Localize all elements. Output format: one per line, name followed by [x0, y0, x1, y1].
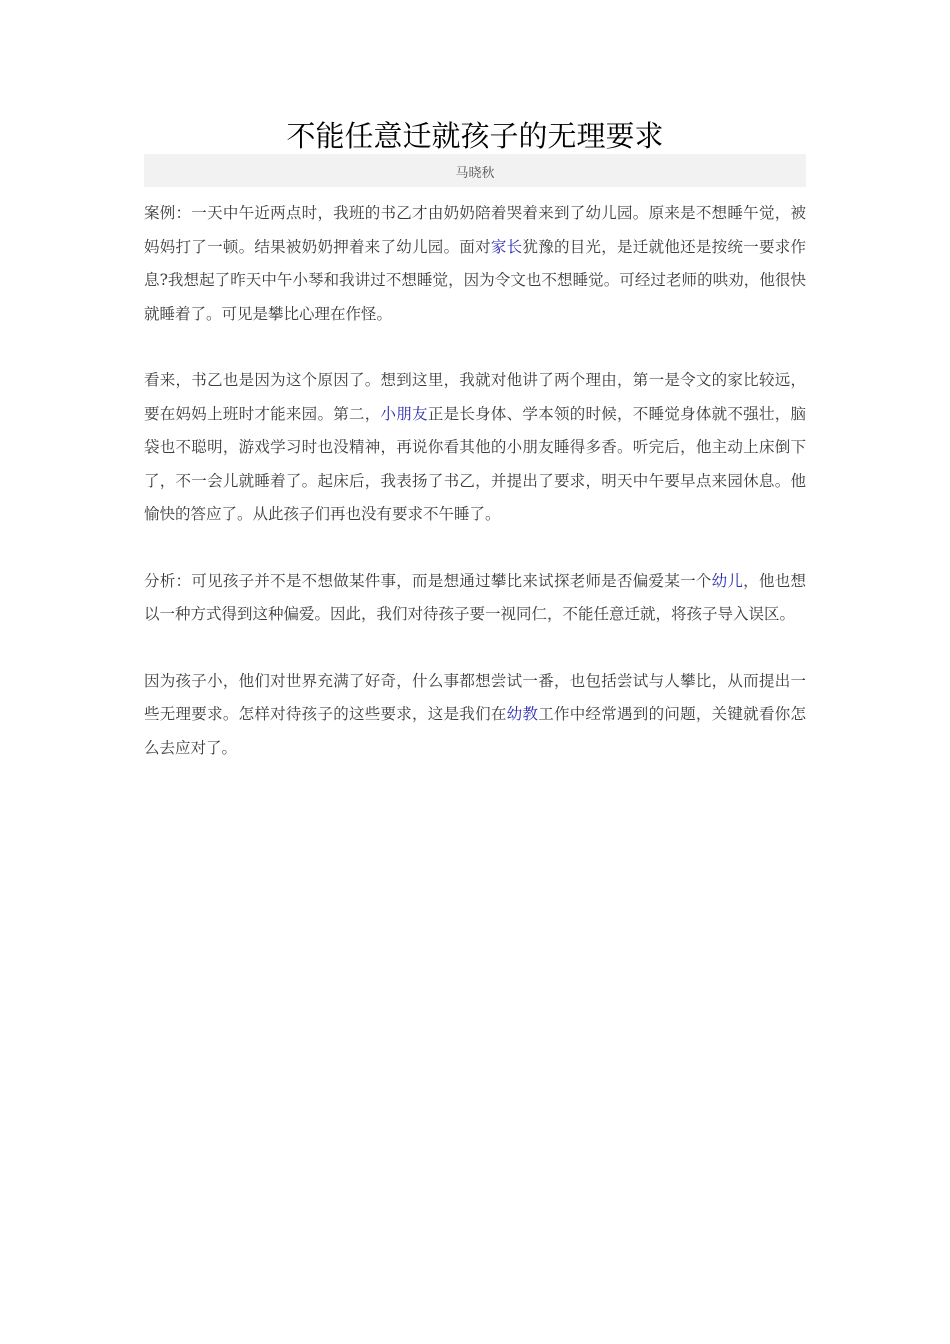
paragraph-text: 犹豫的目光，是迁就他还是按统一要求作息?我想起了昨天中午小琴和我讲过不想睡觉，因为令文也不想睡觉。可经过老师的哄劝，他很快就睡着了。可见是攀比心理在作怪。: [144, 237, 806, 323]
paragraph-text: 看来，书乙也是因为这个原因了。想到这里，我就对他讲了两个理由，第一是令文的家比较远，要在妈妈上班时才能来园。第二，: [144, 371, 806, 423]
paragraph-text: 分析：可见孩子并不是不想做某件事，而是想通过攀比来试探老师是否偏爱某一个: [144, 571, 712, 590]
paragraph-text: 案例：一天中午近两点时，我班的书乙才由奶奶陪着哭着来到了幼儿园。原来是不想睡午觉，被妈妈打了一顿。结果被奶奶押着来了幼儿园。面对: [144, 204, 806, 256]
paragraph-text: 因为孩子小，他们对世界充满了好奇，什么事都想尝试一番，也包括尝试与人攀比，从而提出一些无理要求。怎样对待孩子的这些要求，这是我们在: [144, 671, 806, 723]
paragraph-reasoning: [144, 364, 806, 532]
article: [144, 0, 806, 765]
article-title: 不能任意迁就孩子的无理要求: [286, 119, 664, 153]
paragraph-text: 工作中经常遇到的问题，关键就看你怎么去应对了。: [144, 705, 806, 757]
link-young-child[interactable]: 幼儿: [711, 571, 744, 590]
paragraph-text: ，他也想以一种方式得到这种偏爱。因此，我们对待孩子要一视同仁，不能任意迁就，将孩子导入误区。: [144, 571, 806, 623]
link-children[interactable]: 小朋友: [380, 404, 428, 423]
author-bar: [144, 154, 806, 187]
paragraph-case: [144, 197, 806, 331]
link-parents[interactable]: 家长: [490, 237, 523, 256]
paragraph-text: 正是长身体、学本领的时候，不睡觉身体就不强壮，脑袋也不聪明，游戏学习时也没精神，再说你看其他的小朋友睡得多香。听完后，他主动上床倒下了，不一会儿就睡着了。起床后，我表扬了书乙，并提出了要求，明天中午要早点来园休息。他愉快的答应了。从此孩子们再也没有要求不午睡了。: [144, 404, 806, 523]
paragraph-analysis: [144, 565, 806, 632]
author-name: 马晓秋: [455, 166, 495, 181]
paragraph-conclusion: [144, 665, 806, 766]
link-preschool-education[interactable]: 幼教: [506, 705, 539, 723]
